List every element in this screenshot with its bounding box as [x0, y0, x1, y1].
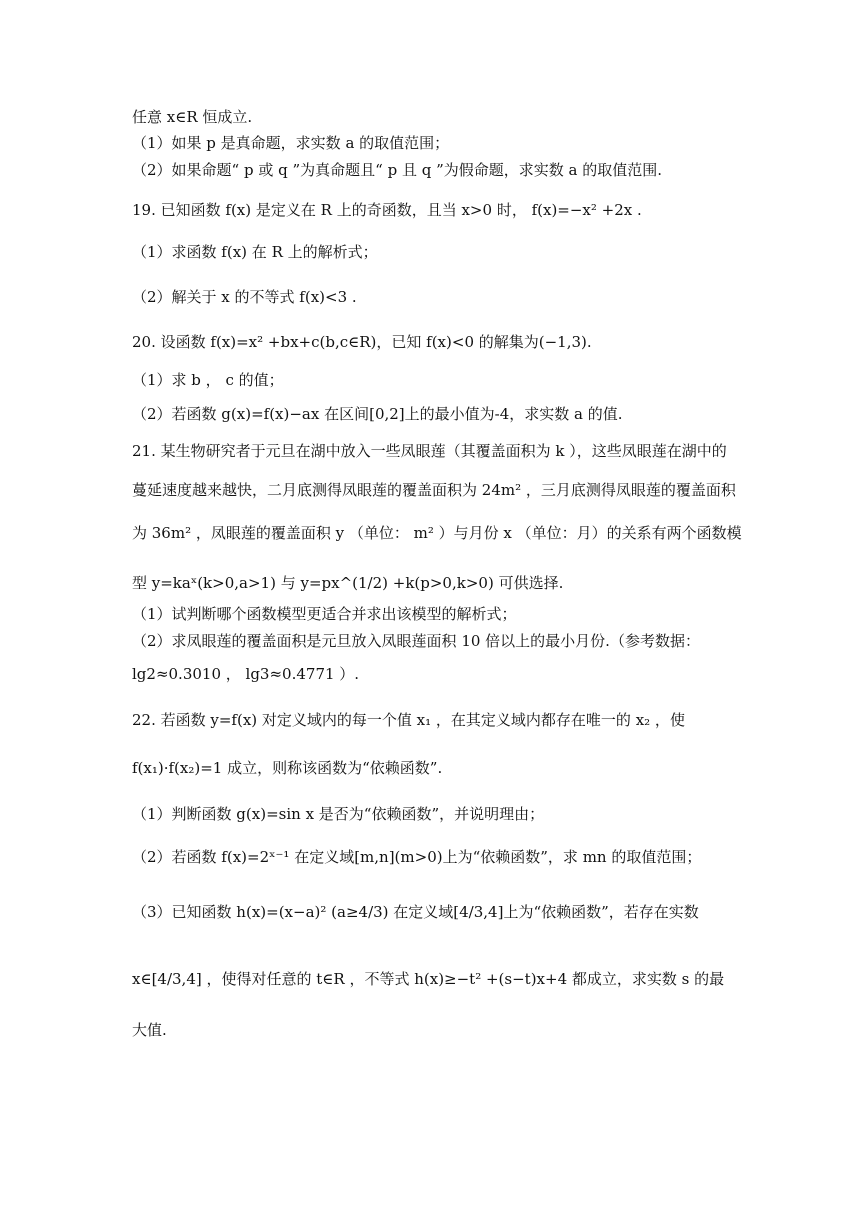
- question-21-stem: 21. 某生物研究者于元旦在湖中放入一些凤眼莲（其覆盖面积为 k ），这些凤眼莲在湖中的: [132, 442, 727, 460]
- text-line: （1）求函数 f(x) 在 R 上的解析式；: [132, 243, 378, 261]
- question-20-stem: 20. 设函数 f(x)=x² +bx+c(b,c∈R)，已知 f(x)<0 的解集为(−1,3).: [132, 333, 592, 351]
- text-line: x∈[4/3,4] ，使得对任意的 t∈R ，不等式 h(x)≥−t² +(s−t)x+4 都成立，求实数 s 的最: [132, 970, 725, 988]
- text-line: （2）解关于 x 的不等式 f(x)<3 .: [132, 288, 357, 306]
- text-line: f(x₁)·f(x₂)=1 成立，则称该函数为“依赖函数”.: [132, 759, 443, 777]
- text-line: （3）已知函数 h(x)=(x−a)² (a≥4/3) 在定义域[4/3,4]上为“依赖函数”，若存在实数: [132, 903, 699, 921]
- text-line: 为 36m² ，凤眼莲的覆盖面积 y （单位： m² ）与月份 x （单位：月）的关系有两个函数模: [132, 524, 742, 542]
- text-line: 蔓延速度越来越快，二月底测得凤眼莲的覆盖面积为 24m² ，三月底测得凤眼莲的覆盖面积: [132, 481, 736, 499]
- text-line: （2）若函数 g(x)=f(x)−ax 在区间[0,2]上的最小值为-4，求实数 a 的值.: [132, 405, 623, 423]
- question-19-stem: 19. 已知函数 f(x) 是定义在 R 上的奇函数，且当 x>0 时， f(x)=−x² +2x .: [132, 201, 642, 219]
- text-line: （1）如果 p 是真命题，求实数 a 的取值范围；: [132, 134, 450, 152]
- text-line: （1）试判断哪个函数模型更适合并求出该模型的解析式；: [132, 605, 517, 623]
- text-line: 型 y=kaˣ(k>0,a>1) 与 y=px^(1/2) +k(p>0,k>0) 可供选择.: [132, 574, 564, 592]
- text-line: （2）求凤眼莲的覆盖面积是元旦放入凤眼莲面积 10 倍以上的最小月份.（参考数据：: [132, 632, 700, 650]
- question-22-stem: 22. 若函数 y=f(x) 对定义域内的每一个值 x₁ ，在其定义域内都存在唯一的 x₂ ，使: [132, 711, 685, 729]
- text-line: （1）求 b ， c 的值；: [132, 371, 284, 389]
- text-line: （2）如果命题“ p 或 q ”为真命题且“ p 且 q ”为假命题，求实数 a 的取值范围.: [132, 161, 663, 179]
- text-line: 大值.: [132, 1021, 167, 1039]
- text-line: （2）若函数 f(x)=2ˣ⁻¹ 在定义域[m,n](m>0)上为“依赖函数”，求 mn 的取值范围；: [132, 848, 702, 866]
- text-line: 任意 x∈R 恒成立.: [132, 108, 253, 126]
- text-line: lg2≈0.3010 ， lg3≈0.4771 ）.: [132, 665, 360, 683]
- text-line: （1）判断函数 g(x)=sin x 是否为“依赖函数”，并说明理由；: [132, 805, 545, 823]
